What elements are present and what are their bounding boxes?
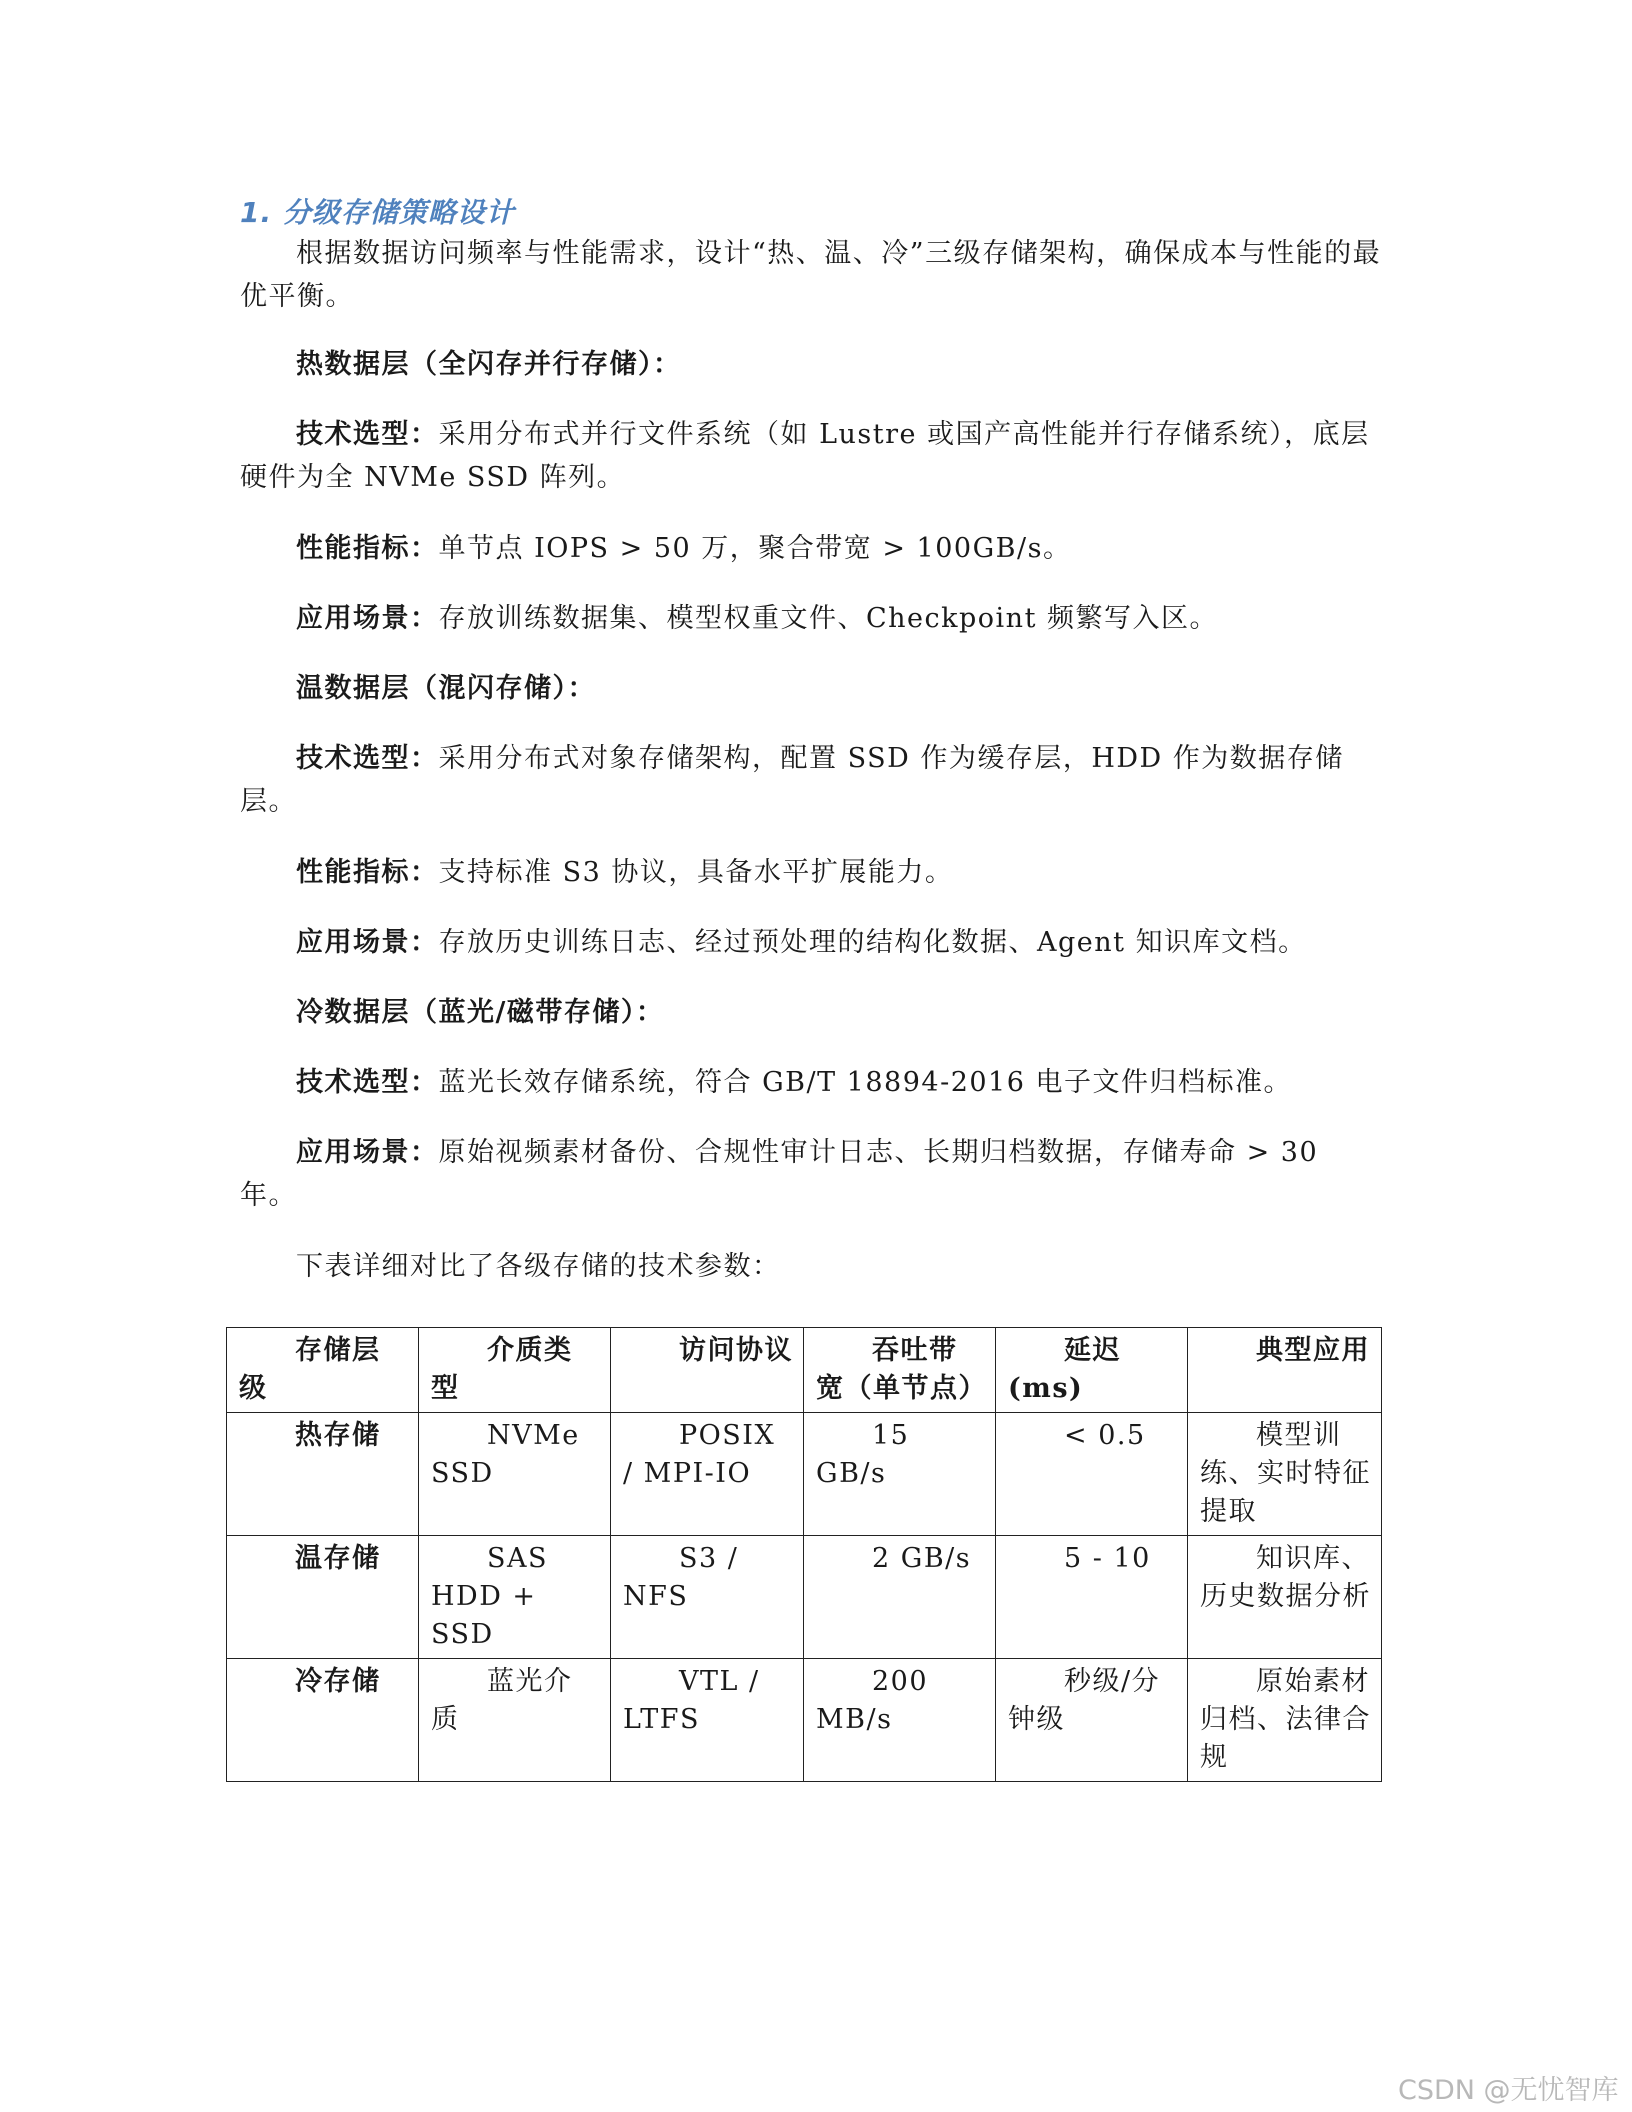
cell-protocol: S3 / NFS: [611, 1536, 804, 1659]
warm-tech-label: 技术选型：: [296, 743, 439, 774]
table-intro: 下表详细对比了各级存储的技术参数：: [296, 1251, 781, 1282]
warm-app-label: 应用场景：: [296, 927, 439, 958]
warm-perf-label: 性能指标：: [296, 857, 439, 888]
cell-throughput: 200 MB/s: [804, 1659, 996, 1782]
cell-throughput: 2 GB/s: [804, 1536, 996, 1659]
section-heading: 1. 分级存储策略设计: [240, 196, 515, 229]
cold-app-label: 应用场景：: [296, 1137, 439, 1168]
hot-perf-paragraph: [240, 527, 1385, 570]
table-row: [227, 1659, 1382, 1782]
hot-tier-title: 热数据层（全闪存并行存储）：: [296, 349, 682, 380]
header-application: 典型应用: [1188, 1328, 1382, 1413]
hot-tech-label: 技术选型：: [296, 419, 439, 450]
hot-app-text: 存放训练数据集、模型权重文件、Checkpoint 频繁写入区。: [438, 603, 1219, 634]
warm-tier-title: 温数据层（混闪存储）：: [296, 673, 596, 704]
storage-comparison-table: [226, 1327, 1382, 1782]
cell-latency: 5 - 10: [996, 1536, 1188, 1659]
hot-perf-label: 性能指标：: [296, 533, 439, 564]
csdn-watermark: CSDN @无忧智库: [1398, 2075, 1619, 2106]
cell-application: 原始素材归档、法律合规: [1188, 1659, 1382, 1782]
cell-application: 模型训练、实时特征提取: [1188, 1413, 1382, 1536]
hot-app-label: 应用场景：: [296, 603, 439, 634]
warm-perf-paragraph: [240, 851, 1385, 894]
table-row: [227, 1413, 1382, 1536]
cell-tier: 温存储: [227, 1536, 419, 1659]
header-tier: 存储层级: [227, 1328, 419, 1413]
warm-app-paragraph: [240, 921, 1385, 964]
cell-throughput: 15 GB/s: [804, 1413, 996, 1536]
header-throughput: 吞吐带宽（单节点）: [804, 1328, 996, 1413]
header-latency: 延迟(ms): [996, 1328, 1188, 1413]
cell-medium: SAS HDD + SSD: [419, 1536, 611, 1659]
warm-app-text: 存放历史训练日志、经过预处理的结构化数据、Agent 知识库文档。: [438, 927, 1307, 958]
header-medium: 介质类型: [419, 1328, 611, 1413]
cold-tier-title: 冷数据层（蓝光/磁带存储）：: [296, 997, 665, 1028]
cell-latency: < 0.5: [996, 1413, 1188, 1536]
table-header-row: [227, 1328, 1382, 1413]
hot-tech-text: 采用分布式并行文件系统（如 Lustre 或国产高性能并行存储系统），底层硬件为全 NVMe SSD 阵列。: [240, 419, 1370, 493]
hot-tech-paragraph: [240, 413, 1385, 499]
cell-tier: 热存储: [227, 1413, 419, 1536]
cell-medium: 蓝光介质: [419, 1659, 611, 1782]
intro-paragraph: 根据数据访问频率与性能需求，设计“热、温、冷”三级存储架构，确保成本与性能的最优平衡。: [240, 238, 1382, 312]
hot-perf-text: 单节点 IOPS > 50 万，聚合带宽 > 100GB/s。: [438, 533, 1072, 564]
cell-medium: NVMe SSD: [419, 1413, 611, 1536]
warm-tech-paragraph: [240, 737, 1385, 823]
cold-app-text: 原始视频素材备份、合规性审计日志、长期归档数据，存储寿命 > 30 年。: [240, 1137, 1319, 1211]
cold-tech-paragraph: [240, 1061, 1385, 1104]
cold-app-paragraph: [240, 1131, 1385, 1217]
cell-protocol: VTL / LTFS: [611, 1659, 804, 1782]
cell-application: 知识库、历史数据分析: [1188, 1536, 1382, 1659]
warm-tech-text: 采用分布式对象存储架构，配置 SSD 作为缓存层，HDD 作为数据存储层。: [240, 743, 1344, 817]
table-row: [227, 1536, 1382, 1659]
hot-app-paragraph: [240, 597, 1385, 640]
cold-tech-text: 蓝光长效存储系统，符合 GB/T 18894-2016 电子文件归档标准。: [438, 1067, 1292, 1098]
cold-tech-label: 技术选型：: [296, 1067, 439, 1098]
cell-latency: 秒级/分钟级: [996, 1659, 1188, 1782]
warm-perf-text: 支持标准 S3 协议，具备水平扩展能力。: [438, 857, 954, 888]
header-protocol: 访问协议: [611, 1328, 804, 1413]
cell-protocol: POSIX / MPI-IO: [611, 1413, 804, 1536]
cell-tier: 冷存储: [227, 1659, 419, 1782]
